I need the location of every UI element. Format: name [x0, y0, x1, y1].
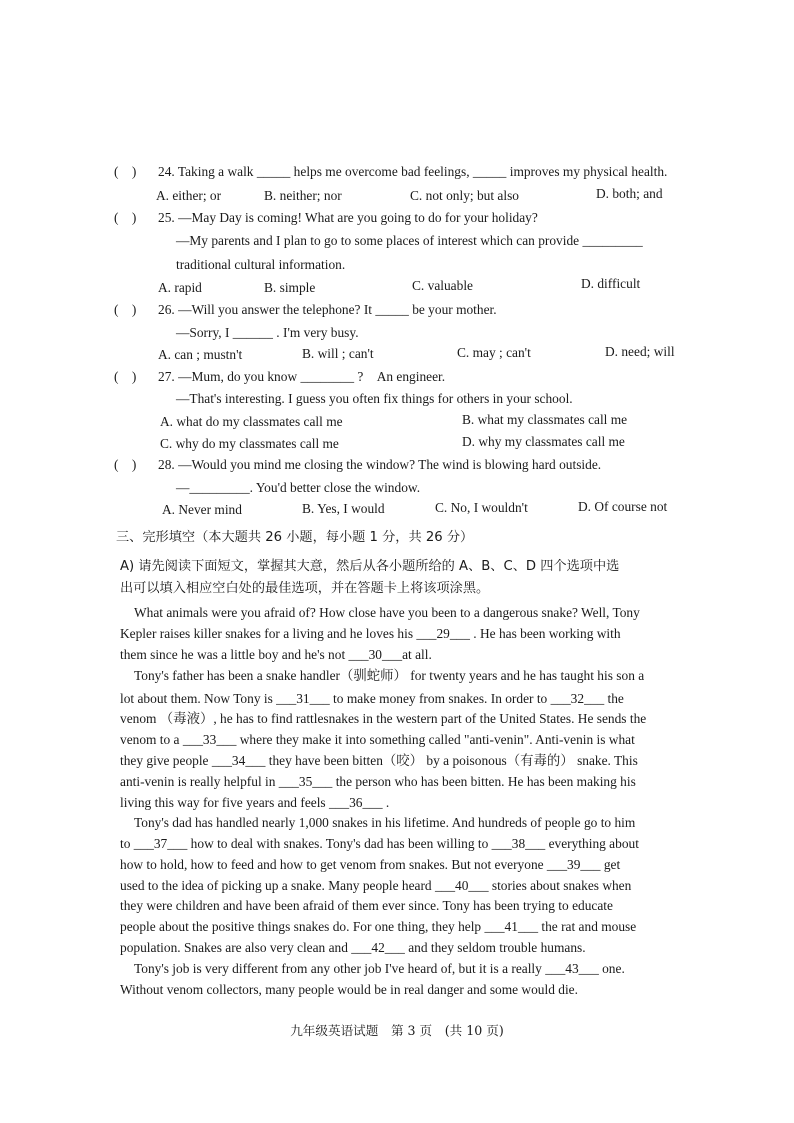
question-28-line-2: —_________. You'd better close the window. — [176, 480, 421, 495]
question-25-line-2: —My parents and I plan to go to some places of interest which can provide _________ — [176, 233, 643, 248]
passage-line: Without venom collectors, many people would be in real danger and some would die. — [120, 982, 578, 997]
option-26-d: D. need; will — [605, 344, 675, 359]
option-25-d: D. difficult — [581, 276, 641, 291]
section-instruction-1: A) 请先阅读下面短文，掌握其大意，然后从各小题所给的 A、B、C、D 四个选项中选 — [120, 559, 620, 574]
question-25-stem: ( ) 25. —May Day is coming! What are you going to do for your holiday? — [114, 210, 538, 225]
question-24-stem: ( ) 24. Taking a walk _____ helps me overcome bad feelings, _____ improves my physical health. — [114, 164, 668, 179]
passage-line: they give people ___34___ they have been bitten（咬） by a poisonous（有毒的） snake. This — [120, 753, 638, 768]
passage-line: population. Snakes are also very clean and ___42___ and they seldom trouble humans. — [120, 940, 586, 955]
option-28-b: B. Yes, I would — [302, 501, 385, 516]
option-25-a: A. rapid — [158, 280, 202, 295]
passage-line: venom to a ___33___ where they make it into something called "anti-venin". Anti-venin is what — [120, 732, 635, 747]
passage-line: Kepler raises killer snakes for a living and he loves his ___29___ . He has been working with — [120, 626, 621, 641]
option-25-c: C. valuable — [412, 278, 473, 293]
passage-line: Tony's dad has handled nearly 1,000 snakes in his lifetime. And hundreds of people go to him — [134, 815, 636, 830]
option-28-d: D. Of course not — [578, 499, 668, 514]
option-25-b: B. simple — [264, 280, 316, 295]
option-28-a: A. Never mind — [162, 502, 242, 517]
passage-line: living this way for five years and feels ___36___ . — [120, 795, 390, 810]
answer-paren: ( ) — [114, 210, 137, 225]
option-27-d: D. why my classmates call me — [462, 434, 625, 449]
option-28-c: C. No, I wouldn't — [435, 500, 528, 515]
passage-line: people about the positive things snakes do. For one thing, they help ___41___ the rat and mouse — [120, 919, 637, 934]
option-27-a: A. what do my classmates call me — [160, 414, 343, 429]
option-26-a: A. can ; mustn't — [158, 347, 243, 362]
option-24-c: C. not only; but also — [410, 188, 519, 203]
passage-line: venom （毒液）, he has to find rattlesnakes in the western part of the United States. He sends the — [120, 711, 647, 726]
option-26-c: C. may ; can't — [457, 345, 531, 360]
passage-line: Tony's father has been a snake handler（驯蛇师） for twenty years and he has taught his son a — [134, 668, 645, 683]
option-24-d: D. both; and — [596, 186, 663, 201]
option-27-c: C. why do my classmates call me — [160, 436, 339, 451]
answer-paren: ( ) — [114, 302, 137, 317]
answer-paren: ( ) — [114, 457, 137, 472]
answer-paren: ( ) — [114, 164, 137, 179]
passage-line: lot about them. Now Tony is ___31___ to make money from snakes. In order to ___32___ the — [120, 691, 624, 706]
question-26-line-2: —Sorry, I ______ . I'm very busy. — [176, 325, 359, 340]
passage-line: they were children and have been afraid of them ever since. Tony has been trying to educate — [120, 898, 613, 913]
question-28-stem: ( ) 28. —Would you mind me closing the window? The wind is blowing hard outside. — [114, 457, 602, 472]
passage-line: Tony's job is very different from any other job I've heard of, but it is a really ___43___ one. — [134, 961, 625, 976]
option-27-b: B. what my classmates call me — [462, 412, 628, 427]
question-25-line-3: traditional cultural information. — [176, 257, 346, 272]
option-24-b: B. neither; nor — [264, 188, 342, 203]
passage-line: how to hold, how to feed and how to get venom from snakes. But not everyone ___39___ get — [120, 857, 621, 872]
section-title: 三、完形填空（本大题共 26 小题，每小题 1 分，共 26 分） — [116, 530, 474, 545]
option-24-a: A. either; or — [156, 188, 222, 203]
page-footer: 九年级英语试题 第 3 页 (共 10 页) — [290, 1023, 504, 1038]
passage-line: anti-venin is really helpful in ___35___ the person who has been bitten. He has been making his — [120, 774, 636, 789]
question-27-stem: ( ) 27. —Mum, do you know ________ ? An engineer. — [114, 369, 446, 384]
section-instruction-2: 出可以填入相应空白处的最佳选项，并在答题卡上将该项涂黑。 — [120, 581, 490, 596]
passage-line: them since he was a little boy and he's not ___30___at all. — [120, 647, 432, 662]
question-26-stem: ( ) 26. —Will you answer the telephone? It _____ be your mother. — [114, 302, 497, 317]
passage-line: to ___37___ how to deal with snakes. Tony's dad has been willing to ___38___ everything about — [120, 836, 639, 851]
passage-line: used to the idea of picking up a snake. Many people heard ___40___ stories about snakes when — [120, 878, 632, 893]
question-27-line-2: —That's interesting. I guess you often fix things for others in your school. — [176, 391, 573, 406]
passage-line: What animals were you afraid of? How close have you been to a dangerous snake? Well, Tony — [134, 605, 640, 620]
answer-paren: ( ) — [114, 369, 137, 384]
option-26-b: B. will ; can't — [302, 346, 374, 361]
